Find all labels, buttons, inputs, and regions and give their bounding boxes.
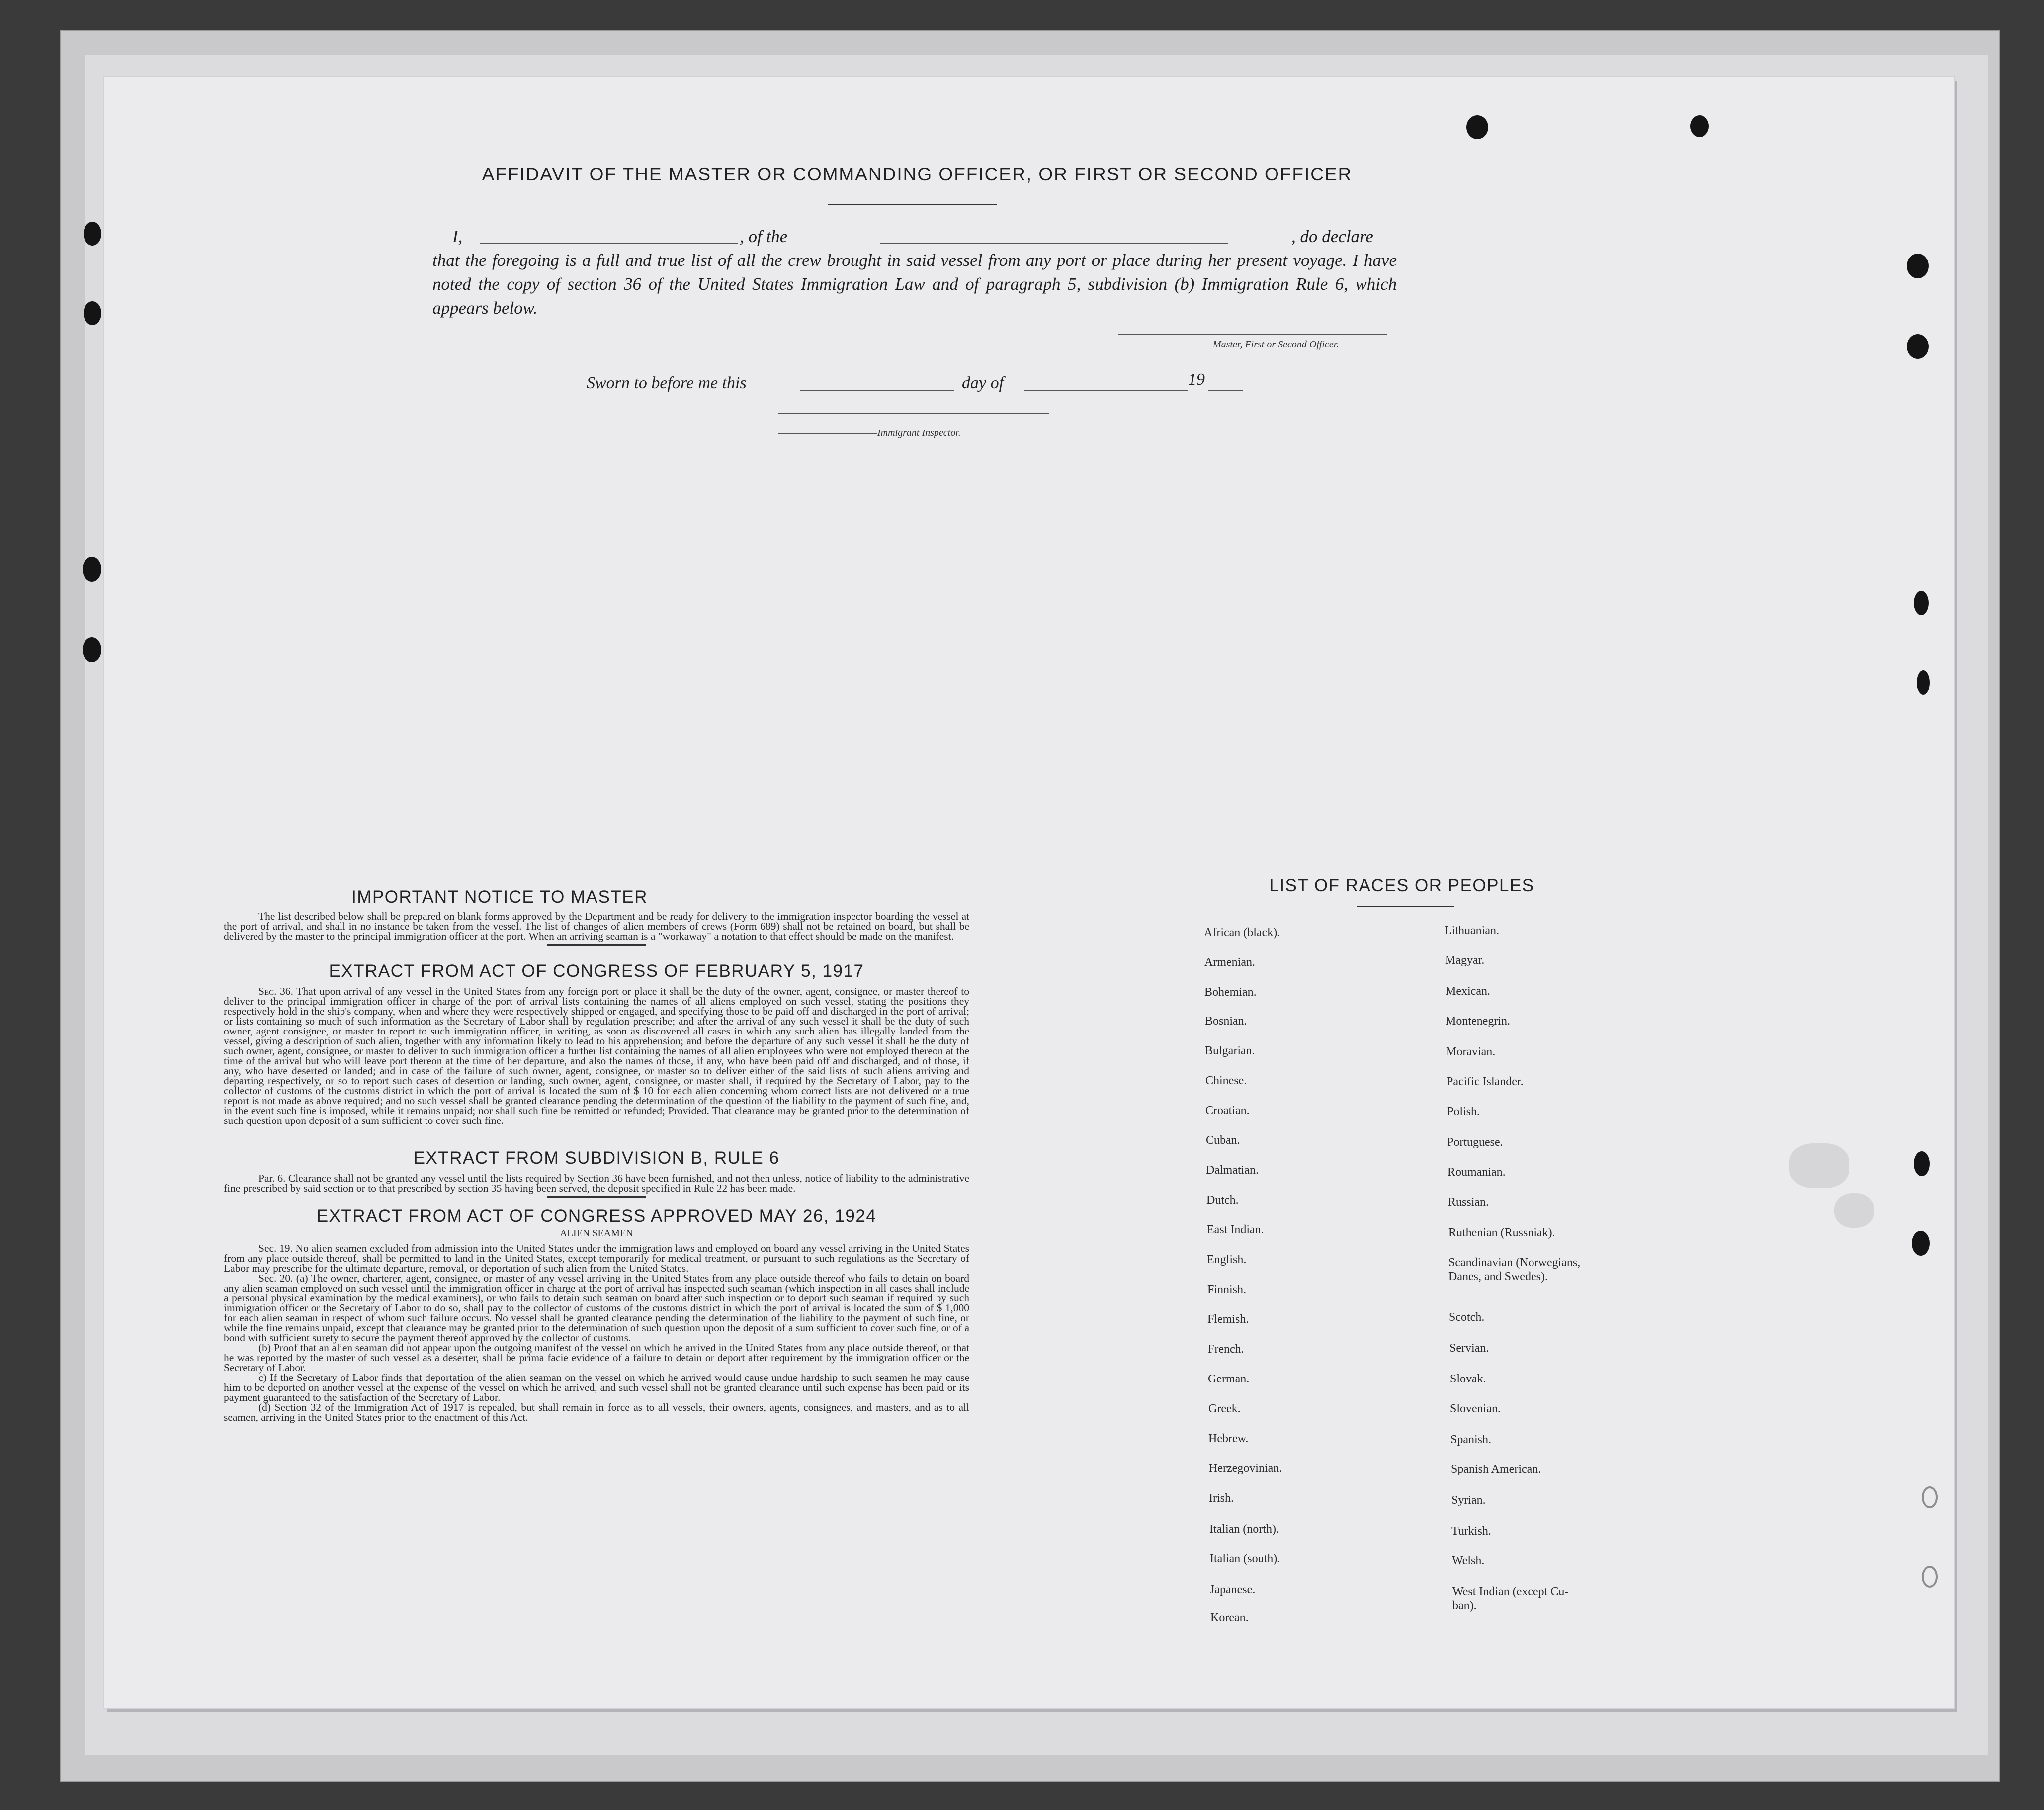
punch-hole [1466, 115, 1488, 139]
affidavit-do-declare: , do declare [1291, 227, 1373, 246]
punch-hole [1907, 334, 1929, 359]
notice-title: IMPORTANT NOTICE TO MASTER [351, 887, 648, 907]
sworn-year-blank [1208, 390, 1243, 391]
sworn-day-of: day of [962, 374, 1004, 392]
race-item: Portuguese. [1447, 1136, 1503, 1149]
master-signature-line [1118, 334, 1387, 335]
punch-hole [1912, 1231, 1930, 1256]
punch-hole [1922, 1486, 1938, 1508]
inspector-caption-line [778, 433, 877, 434]
race-item: English. [1207, 1253, 1247, 1266]
race-item: Magyar. [1445, 954, 1485, 967]
affidavit-declaration [432, 225, 1397, 320]
race-item: Russian. [1448, 1196, 1489, 1208]
race-item: Roumanian. [1448, 1166, 1506, 1179]
subdivision-b-text: Par. 6. Clearance shall not be granted any vessel until the lists required by Section 36 have been furnished, and not then unless, notice of liability to the administrative fine prescribed by said section or to that prescribed by section 35 having been served, the deposit specified in Rule 22 has been made. [224, 1172, 969, 1194]
paper-stain [1789, 1143, 1849, 1188]
name-blank [480, 243, 738, 244]
notice-rule [547, 944, 646, 946]
race-item: Syrian. [1451, 1494, 1486, 1507]
affidavit-title-rule [828, 204, 997, 205]
extract-1917-title: EXTRACT FROM ACT OF CONGRESS OF FEBRUARY 5, 1917 [329, 961, 864, 981]
race-item: Turkish. [1451, 1525, 1491, 1538]
race-item: Welsh. [1452, 1554, 1485, 1567]
race-item: Greek. [1208, 1402, 1241, 1415]
vessel-blank [880, 243, 1228, 244]
punch-hole [1917, 670, 1930, 695]
extract-1924-sec19: Sec. 19. No alien seamen excluded from admission into the United States under the immigration laws and employed on board any vessel arriving in the United States from any place outside thereof, shall be permitted to land in the United States, except temporarily for medical treatment, or pursuant to such regulations as the Secretary of Labor may prescribe for the ultimate departure, removal, or deportation of such alien from the United States. [224, 1242, 969, 1274]
race-item: Montenegrin. [1446, 1015, 1510, 1028]
extract-1924-sec20d: (d) Section 32 of the Immigration Act of 1917 is repealed, but shall remain in force as to all vessels, their owners, agents, consignees, and masters, and as to all seamen, arriving in the United States prior to the enactment of this Act. [224, 1401, 969, 1423]
extract-1924-subtitle: ALIEN SEAMEN [560, 1228, 633, 1239]
extract-1917-body: That upon arrival of any vessel in the United States from any foreign port or place it shall be the duty of the owner, agent, consignee, or master thereof to deliver to the principal immigration officer in charge of the port of arrival lists containing the names of all aliens employed on such vessel, stating the positions they respectively hold in the ship's company, when and where they were respectively shipped or engaged, and specifying those to be paid off and discharged in the port of arrival; or lists containing so much of such information as the Secretary of Labor shall by regulation prescribe; and after the arrival of any such vessel it shall be the duty of such owner, agent consignee, or master to report to such immigration officer, in writing, as soon as discovered all cases in which any such alien has illegally landed from the vessel, giving a description of such alien, together with any information likely to lead to his apprehension; and before the departure of any such vessel it shall be the duty of such owner, agent, consignee, or master to deliver to such immigration officer a further list containing the names of all alien employees who were not employed thereon at the time of the arrival but who will leave port thereon at the time of her departure, and also the names of those, if any, who have been paid off and discharged, and of those, if any, who have deserted or landed; and in case of the failure of such owner, agent, consignee, or master so to deliver either of the said lists of such aliens arriving and departing respectively, or so to report such cases of desertion or landing, such owner, agent, consignee, or master shall, if required by the Secretary of Labor, pay to the collector of customs of the customs district in which the port of arrival is located the sum of $ 10 for each alien concerning whom correct lists are not delivered or a true report is not made as above required; and no such vessel shall be granted clearance pending the determination of the question of the liability to the payment of such fine, and, in the event such fine is imposed, while it remains unpaid; nor shall such fine be remitted or refunded; Provided. That clearance may be granted prior to the determination of such question upon deposit of a sum sufficient to cover such fine. [224, 985, 970, 1126]
sworn-day-blank [800, 390, 954, 391]
race-item: Bulgarian. [1205, 1044, 1255, 1057]
race-item: West Indian (except Cu- ban). [1452, 1585, 1569, 1612]
race-item: Scotch. [1449, 1311, 1485, 1324]
race-item: Pacific Islander. [1447, 1075, 1524, 1088]
race-item: Finnish. [1207, 1283, 1247, 1296]
race-item: Flemish. [1207, 1313, 1249, 1326]
punch-hole [1907, 254, 1929, 278]
race-item: Servian. [1449, 1342, 1489, 1355]
race-item: Italian (south). [1210, 1552, 1280, 1565]
race-item: Scandinavian (Norwegians, Danes, and Swedes). [1448, 1256, 1581, 1283]
race-item: Chinese. [1205, 1074, 1247, 1087]
punch-hole [83, 557, 101, 582]
subdivision-b-rule [547, 1196, 646, 1198]
race-item: Slovak. [1450, 1373, 1486, 1385]
notice-text: The list described below shall be prepared on blank forms approved by the Department and be ready for delivery to the immigration inspector boarding the vessel at the port of arrival, and shall in no instance be taken from the vessel. The list of changes of alien members of crews (Form 689) shall not be retained on board, but shall be delivered by the master to the principal immigration officer at the port. When an arriving seaman is a "workaway" a notation to that effect should be made on the manifest. [224, 910, 969, 942]
affidavit-first-line [432, 225, 1397, 249]
paper-stain [1834, 1193, 1874, 1228]
punch-hole [1922, 1566, 1938, 1588]
race-item: Herzegovinian. [1209, 1462, 1282, 1475]
sworn-month-blank [1024, 390, 1188, 391]
races-title: LIST OF RACES OR PEOPLES [1269, 876, 1534, 895]
race-item: Slovenian. [1450, 1402, 1501, 1415]
affidavit-body-text: that the foregoing is a full and true list of all the crew brought in said vessel from any port or place during her present voyage. I have noted the copy of section 36 of the United States Immigration Law and of paragraph 5, subdivision (b) Immigration Rule 6, which appears below. [432, 251, 1397, 318]
races-title-rule [1357, 906, 1454, 907]
affidavit-i: I, [452, 227, 463, 246]
extract-1924-sec20c: c) If the Secretary of Labor finds that deportation of the alien seaman on the vessel on which he arrived would cause undue hardship to such seamen he may cause him to be deported on another vessel at the expense of the vessel on which he arrived, and such vessel shall not be granted clearance until such expense has been paid or its payment guaranteed to the satisfaction of the Secretary of Labor. [224, 1372, 969, 1403]
extract-1917-text [224, 986, 969, 1125]
race-item: French. [1208, 1343, 1244, 1356]
punch-hole [1914, 1151, 1930, 1176]
race-item: Japanese. [1210, 1583, 1256, 1596]
affidavit-title: AFFIDAVIT OF THE MASTER OR COMMANDING OFFICER, OR FIRST OR SECOND OFFICER [482, 164, 1353, 184]
extract-1924-sec20a: Sec. 20. (a) The owner, charterer, agent, consignee, or master of any vessel arriving in the United States from any place outside thereof who fails to detain on board any alien seaman employed on such vessel until the immigration officer in charge at the port of arrival has inspected such seaman (which inspection in all cases shall include a personal physical examination by the medical examiners), or who fails to detain such seaman on board after such inspection or to deport such seaman if required by such immigration officer or the Secretary of Labor to do so, shall pay to the collector of customs of the customs district in which the port of arrival is located the sum of $ 1,000 for each alien seaman in respect of whom such failure occurs. No vessel shall be granted clearance pending the determination of the liability to the payment of such fine, or while the fine remains unpaid, except that clearance may be granted prior to the determination of such question upon the deposit of a sum sufficient to cover such fine, or of a bond with sufficient surety to secure the payment thereof approved by the collector of customs. [224, 1272, 969, 1344]
punch-hole [84, 222, 101, 246]
race-item: German. [1208, 1373, 1250, 1385]
race-item: Dalmatian. [1206, 1164, 1259, 1177]
subdivision-b-title: EXTRACT FROM SUBDIVISION B, RULE 6 [413, 1148, 780, 1168]
race-item: Ruthenian (Russniak). [1448, 1226, 1555, 1239]
race-item: Armenian. [1204, 956, 1255, 969]
race-item: Spanish American. [1451, 1463, 1541, 1476]
extract-1924-title: EXTRACT FROM ACT OF CONGRESS APPROVED MAY 26, 1924 [316, 1207, 877, 1226]
race-item: Cuban. [1206, 1134, 1240, 1147]
punch-hole [1914, 591, 1929, 615]
race-item: Croatian. [1205, 1104, 1250, 1117]
race-item: Korean. [1210, 1611, 1249, 1624]
race-item: Dutch. [1206, 1194, 1239, 1207]
extract-1924-sec20b: (b) Proof that an alien seaman did not appear upon the outgoing manifest of the vessel on which he arrived in the United States from any place outside thereof, or that he was reported by the master of such vessel as a deserter, shall be prima facie evidence of a failure to detain or deport after requirement by the immigration officer or the Secretary of Labor. [224, 1342, 969, 1374]
race-item: Moravian. [1446, 1045, 1496, 1058]
master-signature-caption: Master, First or Second Officer. [1213, 339, 1339, 350]
punch-hole [84, 301, 101, 325]
sworn-prefix: Sworn to before me this [587, 374, 747, 392]
punch-hole [1690, 115, 1709, 137]
race-item: Hebrew. [1208, 1432, 1249, 1445]
race-item: Irish. [1209, 1492, 1234, 1505]
inspector-caption: Immigrant Inspector. [877, 428, 961, 438]
race-item: African (black). [1204, 926, 1280, 939]
race-item: Italian (north). [1209, 1523, 1279, 1536]
extract-1917-section: Sec. 36. [258, 985, 294, 997]
race-item: Bohemian. [1204, 986, 1257, 999]
race-item: Mexican. [1446, 985, 1490, 998]
race-item: East Indian. [1207, 1223, 1264, 1236]
race-item: Polish. [1447, 1105, 1480, 1118]
sworn-year: 19 [1188, 370, 1205, 389]
affidavit-of-the: , of the [740, 227, 788, 246]
inspector-signature-line [778, 413, 1049, 414]
race-item: Bosnian. [1205, 1015, 1247, 1028]
race-item: Lithuanian. [1445, 924, 1499, 937]
punch-hole [83, 637, 101, 662]
notice-column [224, 887, 969, 1422]
race-item: Spanish. [1450, 1433, 1492, 1446]
